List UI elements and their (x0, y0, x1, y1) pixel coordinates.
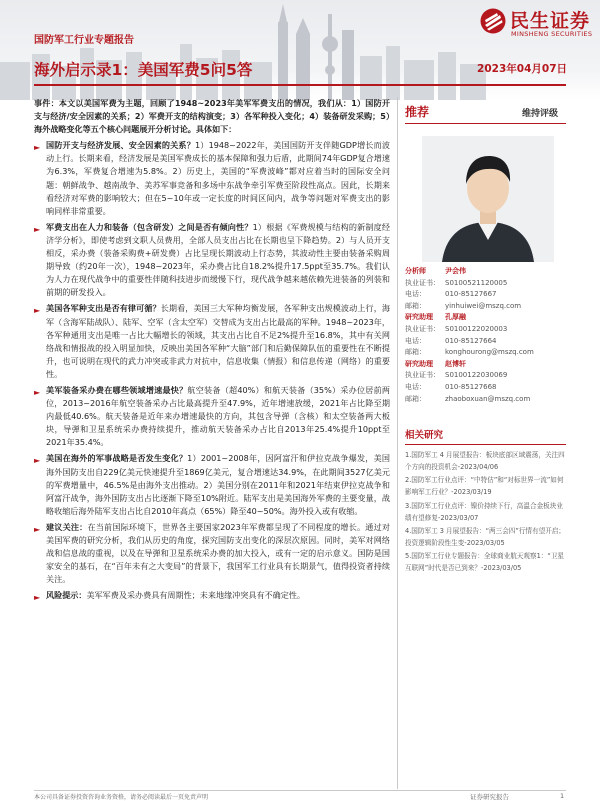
bullet-arrow-icon: ► (34, 387, 41, 397)
brand-logo (480, 6, 595, 40)
analyst-role: 研究助理 (405, 313, 433, 322)
related-research-item[interactable]: 3.国防军工行业点评：镍价持续下行，高温合金板块业绩有望修复-2023/03/07 (405, 501, 563, 522)
bullet-arrow-icon: ► (34, 456, 41, 466)
analyst-name: 尹会伟 (445, 267, 466, 275)
bullet-arrow-icon: ► (34, 306, 41, 316)
analyst-phone-row (405, 336, 566, 348)
bullet-lead: 军费支出在人力和装备（包含研发）之间是否有倾向性？ (46, 221, 253, 232)
bullet-risk (34, 589, 390, 602)
bullet-arrow-icon: ► (34, 224, 41, 234)
analyst-name: 孔厚融 (445, 313, 466, 322)
email-address[interactable]: konghourong@mszq.com (445, 348, 534, 357)
bullet-personnel-equipment (34, 221, 390, 300)
sidebar (405, 97, 566, 575)
analyst-phone-row (405, 382, 566, 394)
recommend-label: 推荐 (405, 105, 430, 119)
bullet-text: 长期看，美国三大军种均衡发展，各军种支出规模波动上行，海军（含海军陆战队）、陆军、空军（含太空军）交替成为支出占比最高的军种。1948~2023年，各军种通用支出是唯一占比大幅增长的领域，其支出占比自不足2%提升至16.8%，其中有关网络战和情报战的投入明显加快，反映出美国各军种“大脑”部门和后勤保障队伍的重要性在不断提升，也可说明在现代的武力冲突或非武力对抗中，信息收集（情报）和信息传递（网络）的重要性。 (46, 303, 390, 379)
email-address[interactable]: zhaoboxuan@mszq.com (445, 394, 531, 403)
related-research-heading: 相关研究 (405, 427, 566, 445)
bullet-procurement (34, 384, 390, 449)
bullet-lead: 风险提示： (46, 590, 87, 601)
related-research-item[interactable]: 4.国防军工 3 月展望报告：“两三会四”行情有望开启；投资逻辑阶段性生变-2023/03/05 (405, 526, 565, 547)
column-divider (397, 97, 398, 789)
bullet-recommendation (34, 521, 390, 586)
footer-label: 证券研究报告 (470, 793, 509, 801)
page-number: 1 (560, 792, 565, 800)
analyst-email-row (405, 347, 566, 359)
analyst-portrait-icon (422, 136, 554, 262)
bullet-text: 1）1948~2022年，美国国防开支伴随GDP增长而波动上行。长期来看，经济发展是美国军费成长的基本保障和强力后盾，此期间74年GDP复合增速为6.3%，军费复合增速为5.8%。2）历史上，美国的“军费波峰”都对应着当时的国际安全问题：朝鲜战争、越南战争、美苏军事竞备和多场中东战争牵引军费至阶段性高点。因此，长期来看经济对军费的影响较大；但在5~10年或一定长度的时间区间内，战争等问题对军费支出的影响同样非常重要。 (46, 140, 390, 216)
bullet-service-branches (34, 302, 390, 381)
analyst-name-row (405, 359, 566, 371)
bullet-text: 在当前国际环境下，世界各主要国家2023年军费都呈现了不同程度的增长。通过对美国军费的研究分析，我们从历史的角度，探究国防支出变化的深层次原因。同时，美军对网络战和信息战的重视，以及在导弹和卫星系统采办费的加大投入，或有一定的启示意义。国防是国家安全的基石，在“百年未有之大变局”的背景下，我国军工行业具有长期景气，值得投资者持续关注。 (46, 521, 390, 585)
cert-label: 执业证书： (405, 278, 440, 287)
analyst-name-row (405, 266, 566, 278)
footer-disclaimer: 本公司具备证券投资咨询业务资格，请务必阅读最后一页免责声明 (34, 794, 209, 801)
bullet-text: 1）2001~2008年，因阿富汗和伊拉克战争爆发，美国海外国防支出自229亿美元快速提升至1869亿美元，复合增速达34.9%，在此期间3527亿美元的军费增量中，46.5%是由海外支出推动。2）美国分别在2011年和2021年结束伊拉克战争和阿富汗战争，海外国防支出占比逐渐下降至10%附近。陆军支出是美国海外军费的主要变量，战略收缩后海外陆军支出占比自2010年高点（65%）降至40~50%。海外投入或有收缩。 (46, 453, 390, 516)
email-label: 邮箱： (405, 394, 426, 403)
bullet-economy-security (34, 139, 390, 218)
analyst-cert-row (405, 278, 566, 290)
phone-number: 010-85127664 (445, 336, 497, 345)
related-research-list (405, 449, 566, 574)
phone-number: 010-85127668 (445, 382, 497, 391)
phone-label: 电话： (405, 336, 426, 345)
analyst-phone-row (405, 289, 566, 301)
bullet-arrow-icon: ► (34, 593, 41, 603)
analyst-cert-row (405, 370, 566, 382)
logo-chinese-name: 民生证券 (510, 10, 591, 32)
cert-label: 执业证书： (405, 324, 440, 333)
bullet-overseas-strategy (34, 452, 390, 517)
analyst-email-row (405, 394, 566, 406)
cert-number: S0100122020003 (445, 324, 508, 333)
analyst-name: 赵博轩 (445, 359, 466, 368)
cert-number: S0100122030069 (445, 371, 508, 380)
related-research-item[interactable]: 1.国防军工 4 月展望报告：板块底部区域震荡，关注四个方向的投资机会-2023/04/06 (405, 451, 565, 472)
bullet-arrow-icon: ► (34, 143, 41, 153)
email-label: 邮箱： (405, 301, 426, 310)
cert-label: 执业证书： (405, 371, 440, 380)
main-content (34, 97, 390, 605)
intro-label: 事件： (34, 98, 59, 108)
intro-paragraph (34, 97, 390, 136)
phone-label: 电话： (405, 290, 426, 299)
email-address[interactable]: yinhuiwei@mszq.com (445, 301, 522, 310)
analyst-name-row (405, 312, 566, 324)
bullet-text: 航空装备（超40%）和航天装备（35%）采办位居前两位，2013~2016年航空装备采办占比最高提升至47.9%，近年增速放缓，2021年占比降至期内最低40.6%。航天装备是近年来办增速最快的方向，其包含导弹（含核）和太空装备两大板块，导弹和卫星系统采办费持续提升，推动航天装备采办占比自2013年25.4%提升10ppt至2021年35.4%。 (46, 384, 390, 448)
report-series: 国防军工行业专题报告 (34, 35, 134, 46)
logo-english-name: MINSHENG SECURITIES (511, 30, 593, 38)
related-research-item[interactable]: 5.国防军工行业专题报告：全球商业航天观察1：“卫星互联网”时代是否已到来？-2023/03/05 (405, 551, 564, 572)
bullet-text: 美军军费及采办费具有周期性；未来地缘冲突具有不确定性。 (86, 590, 306, 601)
bullet-lead: 美国各军种支出是否有律可循？ (46, 303, 161, 314)
rating-bar (405, 97, 566, 124)
bullet-arrow-icon: ► (34, 524, 41, 534)
analyst-email-row (405, 301, 566, 313)
analyst-role: 分析师 (405, 267, 426, 275)
bullet-lead: 建议关注： (46, 521, 88, 532)
minsheng-logo-icon (480, 8, 506, 34)
title-divider (34, 84, 566, 86)
report-date: 2023年04月07日 (477, 63, 567, 75)
cert-number: S0100521120005 (445, 278, 508, 287)
bullet-text: 1）根据《军费规模与结构的新制度经济学分析》，即使考虑到文职人员费用，全部人员支出占比在长期也呈下降趋势。2）与人员开支相反，采办费（装备采购费+研发费）占比呈现长期波动上行态势，其波动性主要由装备采购周期导致（约20年一次），1948~2023年，采办费占比自18.2%提升17.5ppt至35.7%。我们认为人力在现代战争中的重要性伴随科技进步而缓慢下行，现代战争越来越依赖先进装备的列装和前期的研发投入。 (46, 221, 390, 298)
analyst-role: 研究助理 (405, 359, 433, 368)
phone-label: 电话： (405, 382, 426, 391)
bullet-lead: 国防开支与经济发展、安全因素的关系？ (46, 140, 195, 151)
bullet-lead: 美军装备采办费在哪些领域增速最快？ (46, 384, 188, 395)
footer-divider (34, 790, 566, 791)
analyst-photo (422, 136, 554, 262)
rating-label: 维持评级 (521, 109, 558, 119)
analyst-cert-row (405, 324, 566, 336)
bullet-lead: 美国在海外的军事战略是否发生变化？ (46, 453, 188, 464)
related-research-item[interactable]: 2.国防军工行业点评：“中特估”和“对标世界一流”如何影响军工行业？-2023/03/19 (405, 476, 564, 497)
phone-number: 010-85127667 (445, 290, 497, 299)
report-title: 海外启示录1：美国军费5问5答 (34, 61, 253, 79)
analyst-list (405, 266, 566, 405)
email-label: 邮箱： (405, 348, 426, 357)
intro-text: 本文以美国军费为主题，回顾了1948~2023年美军军费支出的情况，我们从：1）国防开支与经济/安全因素的关系；2）军费开支的结构演变；3）各军种投入变化；4）装备研发采购；5）海外战略变化等五个核心问题展开分析讨论。具体如下： (34, 98, 390, 135)
